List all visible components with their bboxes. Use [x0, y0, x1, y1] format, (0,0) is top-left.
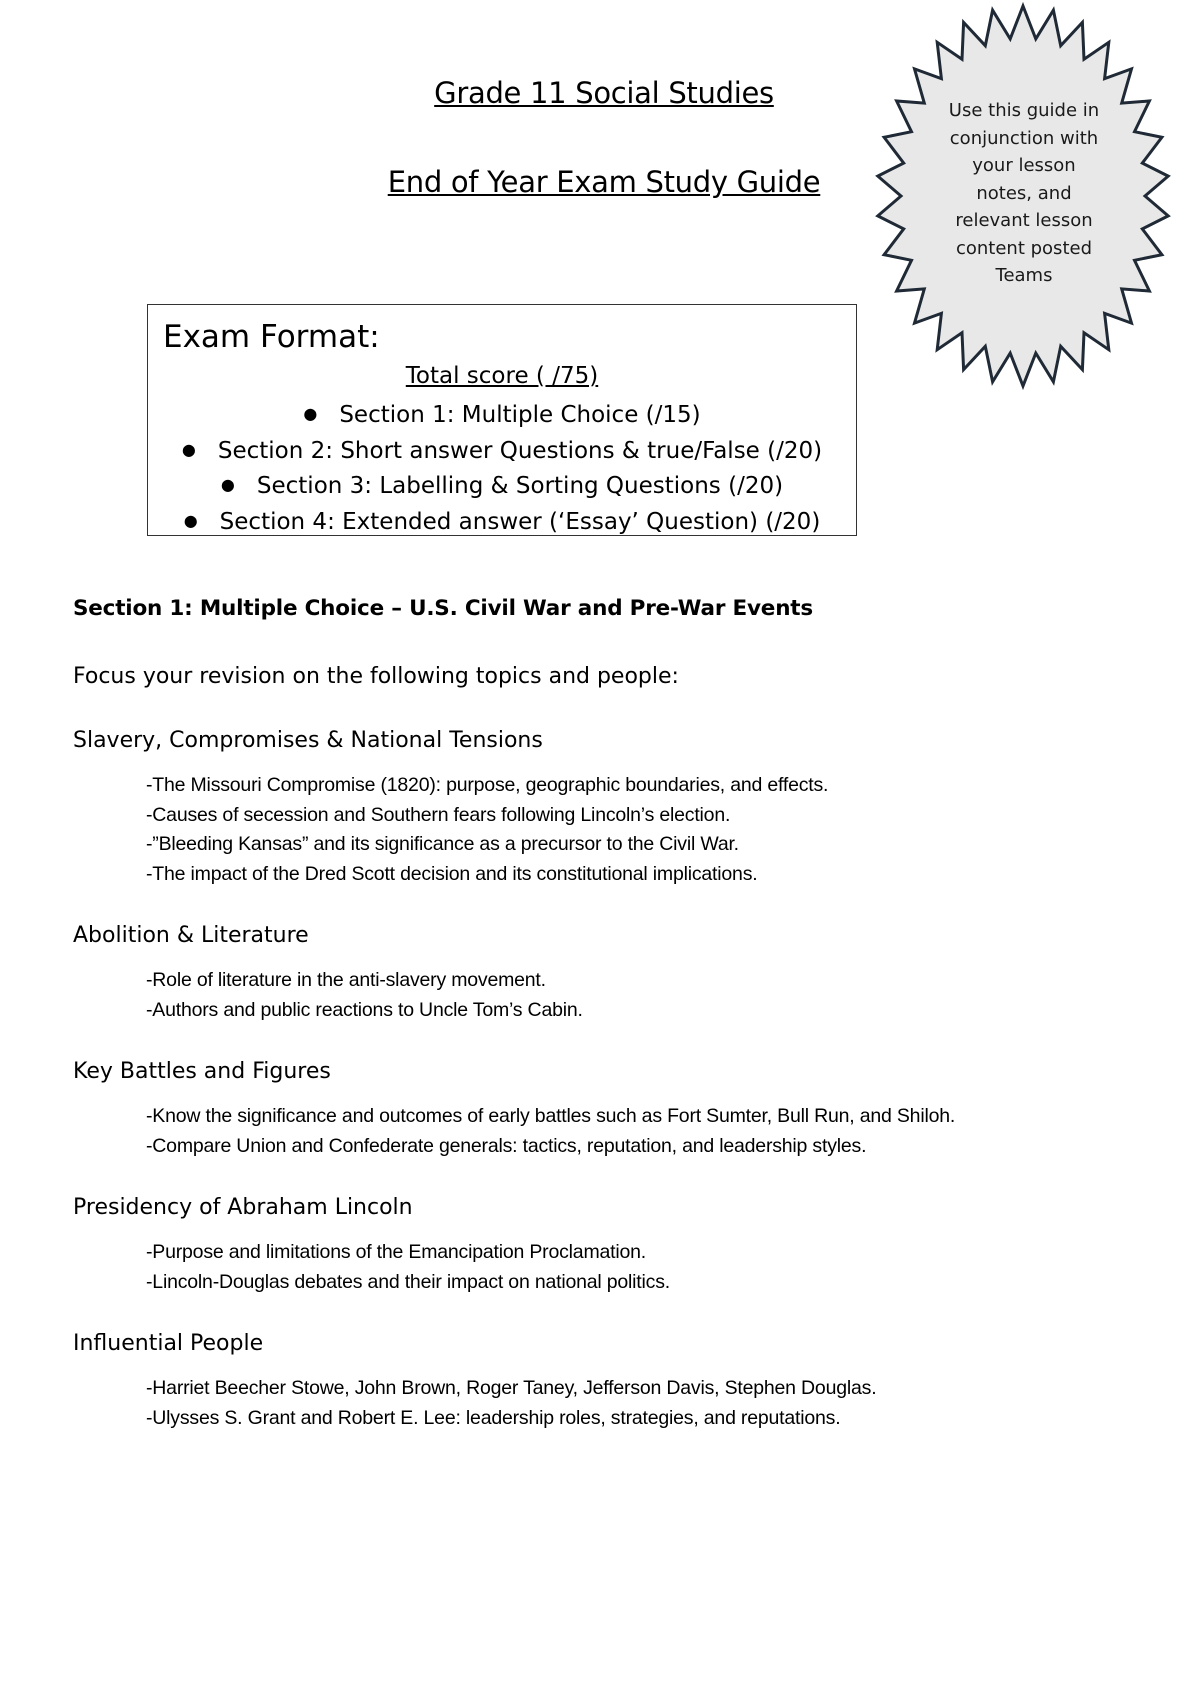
list-item: -Compare Union and Confederate generals: tactics, reputation, and leadership styles. — [146, 1134, 867, 1157]
topic-items — [146, 1374, 1133, 1433]
list-item: -The impact of the Dred Scott decision and its constitutional implications. — [146, 862, 758, 885]
exam-format-heading: Exam Format: — [163, 319, 380, 355]
list-item: -Ulysses S. Grant and Robert E. Lee: leadership roles, strategies, and reputations. — [146, 1406, 841, 1429]
list-item: -Authors and public reactions to Uncle Tom’s Cabin. — [146, 998, 583, 1021]
topic-items — [146, 966, 1133, 1025]
exam-sections-list — [148, 397, 856, 539]
list-item: -Purpose and limitations of the Emancipation Proclamation. — [146, 1241, 646, 1263]
bullet-icon: ● — [220, 475, 235, 494]
list-item: -Causes of secession and Southern fears following Lincoln’s election. — [146, 803, 731, 826]
document-title: Grade 11 Social Studies — [434, 76, 774, 110]
bullet-icon: ● — [183, 510, 198, 530]
list-item: ● Section 4: Extended answer (‘Essay’ Question) (/20) — [148, 504, 856, 540]
topic-heading: Slavery, Compromises & National Tensions — [73, 728, 543, 753]
topic-items — [146, 1238, 1133, 1297]
list-item: ● Section 2: Short answer Questions & true/False (/20) — [148, 433, 856, 469]
section-heading: Section 1: Multiple Choice – U.S. Civil War and Pre-War Events — [73, 596, 813, 621]
list-item: -The Missouri Compromise (1820): purpose, geographic boundaries, and effects. — [146, 774, 829, 796]
list-item: ● Section 1: Multiple Choice (/15) — [148, 397, 856, 433]
list-item: -Harriet Beecher Stowe, John Brown, Roger Taney, Jefferson Davis, Stephen Douglas. — [146, 1377, 877, 1399]
callout-text: Use this guide in conjunction with your lesson notes, and relevant lesson content posted Teams — [948, 100, 1100, 286]
topic-heading: Abolition & Literature — [73, 923, 309, 948]
focus-instruction: Focus your revision on the following topics and people: — [73, 664, 679, 689]
bullet-icon: ● — [303, 404, 318, 423]
list-item: -Role of literature in the anti-slavery movement. — [146, 969, 546, 991]
topic-heading: Presidency of Abraham Lincoln — [73, 1195, 413, 1220]
topic-heading: Influential People — [73, 1331, 264, 1356]
topic-heading: Key Battles and Figures — [73, 1059, 331, 1084]
list-item: -”Bleeding Kansas” and its significance as a precursor to the Civil War. — [146, 833, 739, 855]
document-subtitle: End of Year Exam Study Guide — [387, 165, 821, 199]
topic-items — [146, 771, 1133, 889]
total-score: Total score ( /75) — [405, 363, 599, 389]
list-item: ● Section 3: Labelling & Sorting Questions (/20) — [148, 468, 856, 504]
list-item: -Lincoln-Douglas debates and their impact on national politics. — [146, 1270, 670, 1293]
exam-format-box — [147, 304, 857, 536]
topic-items — [146, 1102, 1133, 1161]
section-1-content — [73, 596, 1133, 1467]
bullet-icon: ● — [181, 439, 196, 459]
list-item: -Know the significance and outcomes of early battles such as Fort Sumter, Bull Run, and Shiloh. — [146, 1105, 956, 1127]
